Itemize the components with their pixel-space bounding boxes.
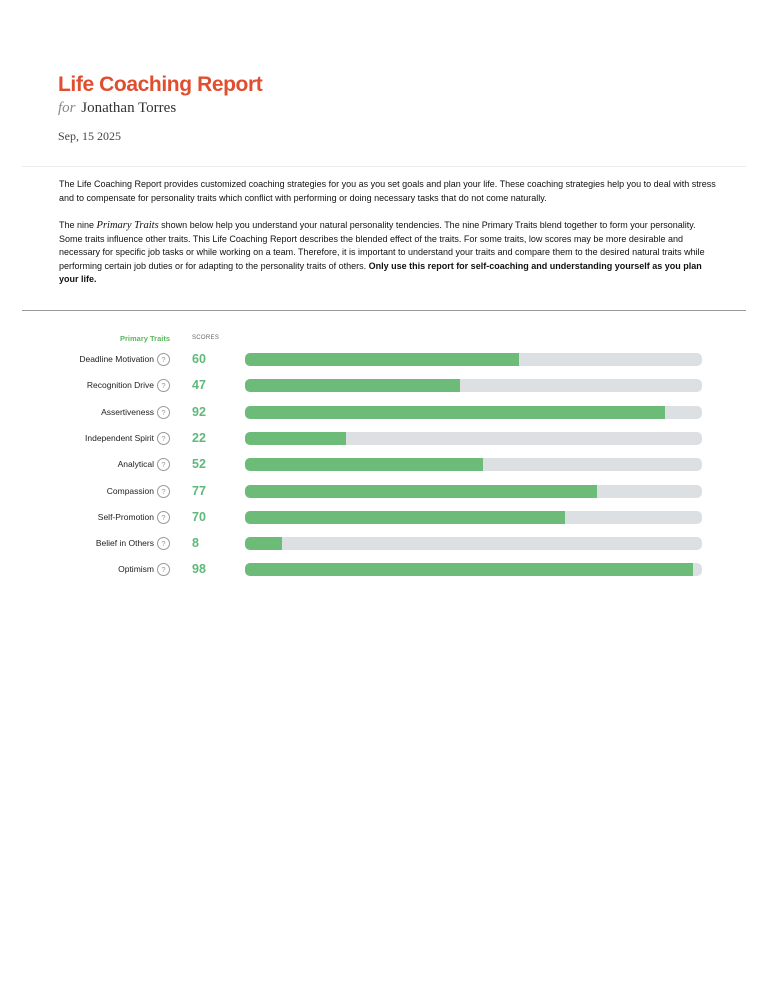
trait-row [0, 431, 768, 447]
score-bar-fill [245, 353, 519, 366]
score-bar-track [245, 485, 702, 498]
help-icon[interactable]: ? [157, 511, 170, 524]
person-name: Jonathan Torres [81, 100, 177, 116]
help-icon[interactable]: ? [157, 406, 170, 419]
score-bar-fill [245, 379, 460, 392]
help-icon[interactable]: ? [157, 458, 170, 471]
trait-score: 77 [192, 483, 206, 498]
help-icon[interactable]: ? [157, 563, 170, 576]
score-bar-track [245, 563, 702, 576]
trait-label: Recognition Drive [86, 380, 154, 391]
trait-row [0, 352, 768, 368]
trait-label: Self-Promotion [97, 511, 154, 522]
for-word: for [58, 100, 76, 116]
help-icon[interactable]: ? [157, 379, 170, 392]
intro-paragraph-2 [59, 219, 719, 287]
score-bar-fill [245, 537, 282, 550]
score-bar-fill [245, 511, 565, 524]
trait-score: 47 [192, 378, 206, 393]
score-bar-track [245, 432, 702, 445]
intro-p2-body: shown below help you understand your natural personality tendencies. The nine Primary Traits blend together to form your personality. Some traits influence other traits. This Life Coaching Report describes the blended effect of the traits. For some traits, low scores may be more desirable and necessary for specific job tasks or while working on a team. Therefore, it is important to understand your traits and compare them to the desired natural traits while performing certain job duties or for adapting to the personality traits of others. [59, 220, 705, 271]
trait-score: 22 [192, 430, 206, 445]
trait-row [0, 378, 768, 394]
primary-traits-header: Primary Traits [119, 334, 170, 343]
trait-label: Deadline Motivation [79, 354, 154, 364]
section-divider [22, 310, 746, 311]
score-bar-fill [245, 458, 483, 471]
score-bar-track [245, 353, 702, 366]
report-title: Life Coaching Report [58, 73, 263, 96]
help-icon[interactable]: ? [157, 353, 170, 366]
score-bar-fill [245, 485, 597, 498]
trait-score: 60 [192, 352, 206, 366]
intro-p2-emphasis: Primary Traits [96, 220, 159, 231]
score-bar-fill [245, 563, 693, 576]
intro-paragraph-1: The Life Coaching Report provides customized coaching strategies for you as you set goals and plan your life. These coaching strategies help you to deal with stress and to compensate for personality traits which conflict with performing or doing necessary tasks that do not come naturally. [59, 179, 716, 203]
trait-score: 52 [192, 457, 206, 472]
help-icon[interactable]: ? [157, 432, 170, 445]
trait-label: Optimism [118, 564, 154, 575]
trait-label: Independent Spirit [85, 432, 154, 443]
trait-row [0, 457, 768, 473]
trait-row [0, 510, 768, 526]
score-bar-fill [245, 406, 665, 419]
trait-score: 8 [192, 536, 199, 551]
trait-label: Belief in Others [95, 538, 154, 549]
trait-label: Analytical [117, 459, 154, 470]
report-header [58, 72, 262, 144]
scores-header: SCORES [192, 335, 220, 341]
trait-score: 70 [192, 509, 206, 524]
intro-p2-start: The nine [59, 220, 97, 230]
score-bar-track [245, 458, 702, 471]
score-bar-track [245, 537, 702, 550]
intro-text [59, 178, 719, 301]
report-for-line [58, 100, 262, 117]
help-icon[interactable]: ? [157, 485, 170, 498]
trait-row [0, 536, 768, 552]
score-bar-track [245, 406, 702, 419]
trait-score: 98 [192, 562, 206, 577]
score-bar-track [245, 379, 702, 392]
trait-score: 92 [192, 404, 206, 419]
trait-row [0, 405, 768, 421]
trait-row [0, 562, 768, 578]
trait-label: Compassion [106, 485, 154, 496]
header-divider [22, 166, 746, 167]
trait-label: Assertiveness [101, 406, 154, 417]
help-icon[interactable]: ? [157, 537, 170, 550]
report-date: Sep, 15 2025 [58, 129, 121, 143]
trait-row [0, 484, 768, 500]
score-bar-fill [245, 432, 346, 445]
score-bar-track [245, 511, 702, 524]
intro-p2-bold: Only use this report for self-coaching and understanding yourself as you plan your life. [59, 260, 702, 284]
